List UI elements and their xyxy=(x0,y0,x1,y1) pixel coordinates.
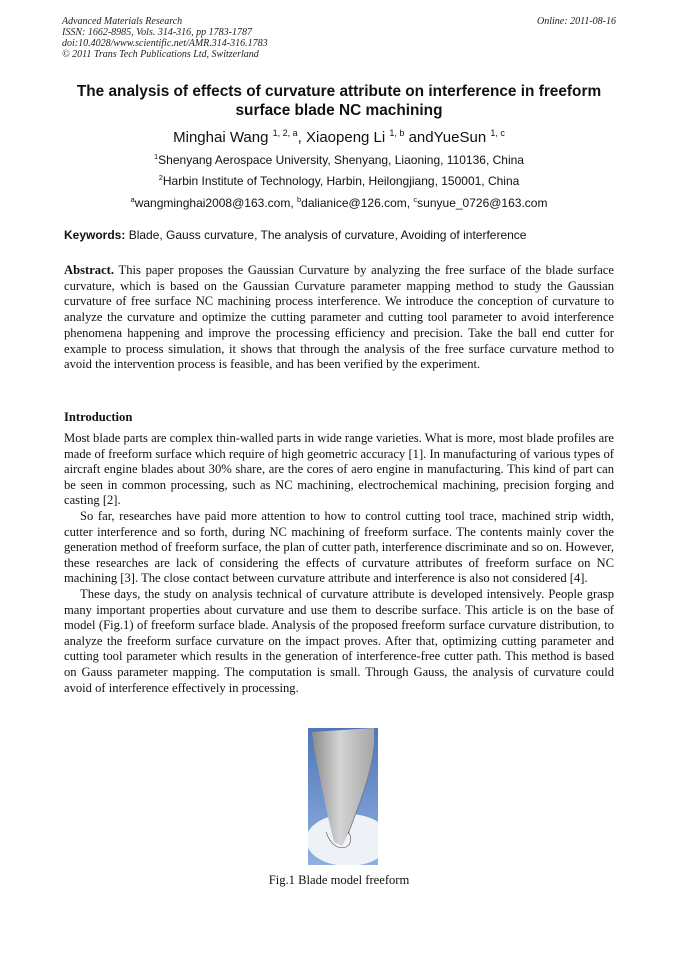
affiliation-sup: 2 xyxy=(158,173,163,182)
email-link[interactable]: dalianice@126.com xyxy=(301,196,407,210)
affiliation-text: Harbin Institute of Technology, Harbin, Heilongjiang, 150001, China xyxy=(162,174,520,188)
keywords xyxy=(64,228,624,242)
email-sup: c xyxy=(413,195,418,204)
email-sup: a xyxy=(130,195,135,204)
introduction-body xyxy=(64,431,614,696)
blade-model-figure xyxy=(308,728,378,865)
author-sup: 1, b xyxy=(389,128,405,138)
keywords-label: Keywords: xyxy=(64,228,126,242)
affiliation-text: Shenyang Aerospace University, Shenyang, Liaoning, 110136, China xyxy=(158,153,524,167)
keywords-text: Blade, Gauss curvature, The analysis of curvature, Avoiding of interference xyxy=(125,228,527,242)
author-name: YueSun xyxy=(433,129,487,146)
online-date: Online: 2011-08-16 xyxy=(537,16,616,27)
abstract-text: This paper proposes the Gaussian Curvature by analyzing the free surface of the blade surface curvature, which is based on the Gaussian Curvature parameter mapping method to study the Gaussian curvature of free surface NC machining process interference. We introduce the conception of curvature to analyze the curvature and optimize the cutting parameter and cutting tool parameter to avoid interference phenomena happening and improve the processing efficiency and precision. Take the ball end cutter for example to process simulation, it shows that through the analysis of the free surface curvature method to avoid the intervention process is feasible, and has been verified by the experiment. xyxy=(64,263,614,372)
author-name: Minghai Wang xyxy=(173,129,269,146)
email-link[interactable]: sunyue_0726@163.com xyxy=(417,196,548,210)
email-sup: b xyxy=(297,195,302,204)
email-link[interactable]: wangminghai2008@163.com xyxy=(134,196,291,210)
abstract xyxy=(64,263,614,373)
email-line xyxy=(0,193,678,210)
copyright-line: © 2011 Trans Tech Publications Ltd, Switzerland xyxy=(62,49,259,60)
paper-title: The analysis of effects of curvature attribute on interference in freeform surface blade NC machining xyxy=(76,83,602,119)
affiliation-sup: 1 xyxy=(154,152,159,161)
author-line xyxy=(0,124,678,147)
author-sep: and xyxy=(404,129,434,146)
affiliation-1 xyxy=(0,150,678,167)
figure-caption: Fig.1 Blade model freeform xyxy=(268,873,410,887)
email-sep: , xyxy=(406,196,414,210)
issn-line: ISSN: 1662-8985, Vols. 314-316, pp 1783-1787 xyxy=(62,27,252,38)
author-sup: 1, 2, a xyxy=(272,128,298,138)
journal-name: Advanced Materials Research xyxy=(62,16,183,27)
section-heading-introduction: Introduction xyxy=(64,410,133,424)
author-sep: , xyxy=(297,129,306,146)
email-sep: , xyxy=(290,196,297,210)
abstract-label: Abstract. xyxy=(64,263,115,277)
journal-header xyxy=(62,16,618,60)
doi-line: doi:10.4028/www.scientific.net/AMR.314-316.1783 xyxy=(62,38,268,49)
author-name: Xiaopeng Li xyxy=(306,129,386,146)
paragraph: Most blade parts are complex thin-walled parts in wide range varieties. What is more, most blade profiles are made of freeform surface which require of high geometric accuracy [1]. In manufacturing of various types of aircraft engine blades about 30% share, are the cores of aero engine in manufacturing. This kind of part can be seen in common processing, such as NC machining, electrochemical machining, precision forging and casting [2]. xyxy=(64,431,614,508)
paragraph: So far, researches have paid more attention to how to control cutting tool trace, machined strip width, cutter interference and so forth, during NC machining of freeform surface. The contents mainly cover the generation method of freeform surface, the plan of cutter path, interference discriminate and so on. However, these researches are lack of considering the effects of curvature attributes of freeform surface on NC machining [3]. The close contact between curvature attribute and interference is also not considered [4]. xyxy=(64,508,614,586)
affiliation-2 xyxy=(0,171,678,188)
author-sup: 1, c xyxy=(490,128,505,138)
paragraph: These days, the study on analysis technical of curvature attribute is developed intensively. People grasp many important properties about curvature and use them to describe surface. This article is on the base of model (Fig.1) of freeform surface blade. Analysis of the proposed freeform surface curvature distribution, to analyze the freeform surface curvature on the impact proves. After that, optimizing cutting parameter and cutting tool parameter which results in the generation of interference-free cutter path. This method is based on Gauss parameter mapping. The computation is small. Through Gauss, the analysis of curvature could avoid of interference effectively in processing. xyxy=(64,586,614,695)
